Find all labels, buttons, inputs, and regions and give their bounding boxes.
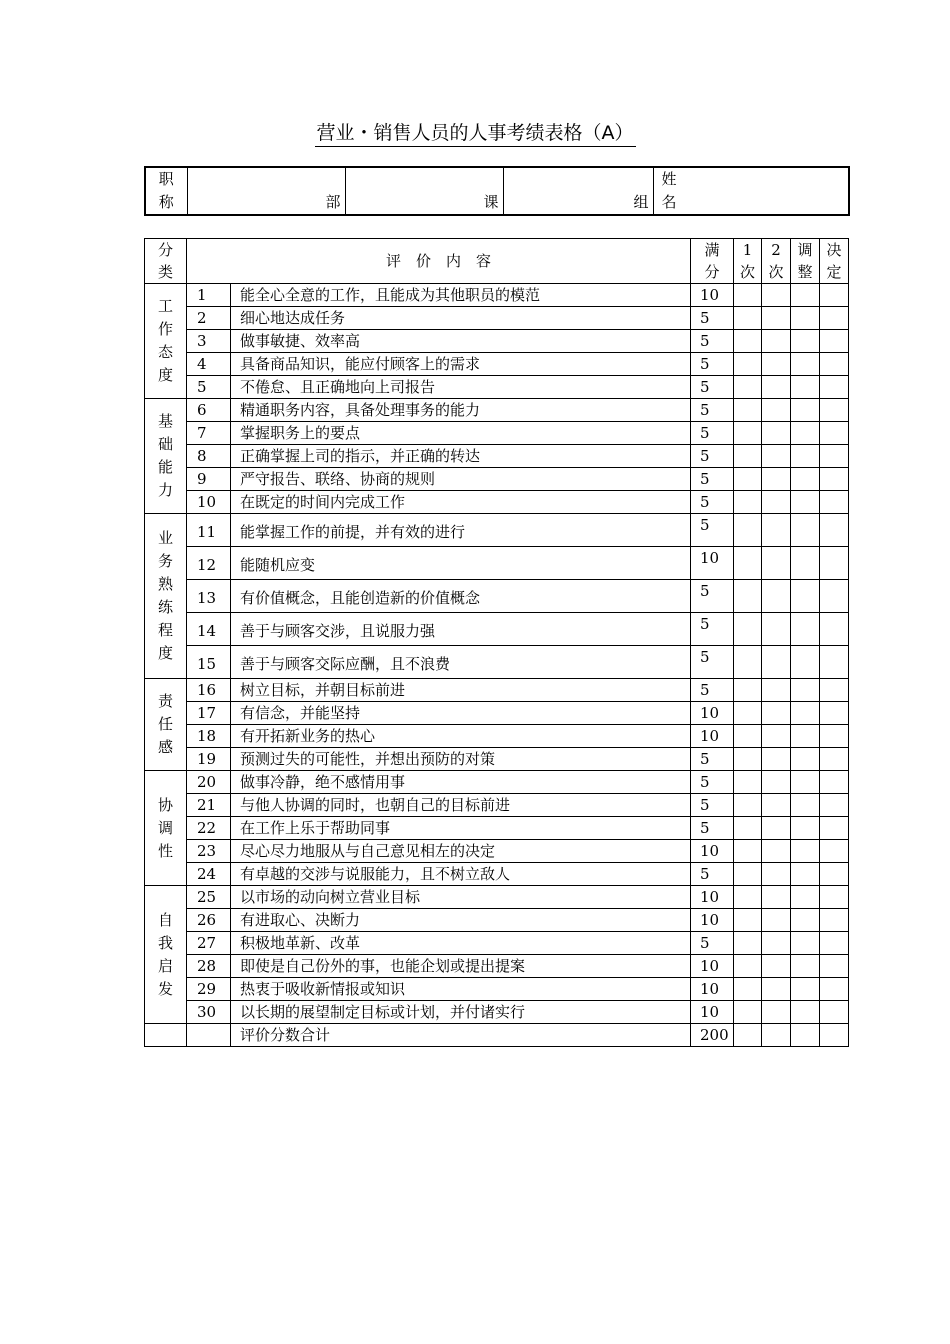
- second-score-cell[interactable]: [762, 909, 791, 932]
- adjust-cell[interactable]: [791, 399, 820, 422]
- first-score-cell[interactable]: [734, 646, 762, 679]
- table-row: [145, 748, 849, 771]
- second-score-cell[interactable]: [762, 725, 791, 748]
- decision-cell[interactable]: [820, 330, 849, 353]
- category-char: 性: [157, 841, 173, 860]
- header-adjust: 调 整: [791, 239, 820, 284]
- adjust-cell[interactable]: [791, 863, 820, 886]
- category-char: 练: [157, 598, 173, 616]
- item-number: 25: [187, 886, 231, 909]
- second-score-cell[interactable]: [762, 491, 791, 514]
- item-number: 29: [187, 978, 231, 1001]
- item-max-score: 5: [691, 932, 734, 955]
- table-row: [145, 932, 849, 955]
- category-char: 度: [157, 644, 173, 662]
- item-number: 20: [187, 771, 231, 794]
- item-number: 22: [187, 817, 231, 840]
- item-max-score: 5: [691, 771, 734, 794]
- decision-cell[interactable]: [820, 491, 849, 514]
- adjust-cell[interactable]: [791, 353, 820, 376]
- second-score-cell[interactable]: [762, 886, 791, 909]
- item-text: 热衷于吸收新情报或知识: [231, 978, 691, 1001]
- table-row: [145, 613, 849, 646]
- item-max-score: 10: [691, 978, 734, 1001]
- header-second-eval: 2 次: [762, 239, 791, 284]
- item-max-score: 10: [691, 909, 734, 932]
- first-score-cell[interactable]: [734, 514, 762, 547]
- decision-cell[interactable]: [820, 886, 849, 909]
- item-number: 21: [187, 794, 231, 817]
- adjust-cell[interactable]: [791, 330, 820, 353]
- category-char: 础: [157, 435, 173, 453]
- adjust-cell[interactable]: [791, 422, 820, 445]
- table-row: [145, 284, 849, 307]
- item-text: 树立目标，并朝目标前进: [231, 679, 691, 702]
- adjust-cell[interactable]: [791, 932, 820, 955]
- table-row: [145, 702, 849, 725]
- name-field[interactable]: 姓 名: [653, 167, 849, 215]
- item-number: 18: [187, 725, 231, 748]
- second-score-cell[interactable]: [762, 307, 791, 330]
- first-score-cell[interactable]: [734, 547, 762, 580]
- second-score-cell[interactable]: [762, 468, 791, 491]
- second-score-cell[interactable]: [762, 445, 791, 468]
- table-row: [145, 399, 849, 422]
- second-score-cell[interactable]: [762, 422, 791, 445]
- category-char: 任: [157, 715, 173, 733]
- decision-cell[interactable]: [820, 613, 849, 646]
- decision-cell[interactable]: [820, 725, 849, 748]
- header-category: 分 类: [145, 239, 187, 284]
- table-row: [145, 886, 849, 909]
- item-number: 10: [187, 491, 231, 514]
- table-header-row: [145, 239, 849, 284]
- item-text: 能掌握工作的前提，并有效的进行: [231, 514, 691, 547]
- item-text: 能全心全意的工作，且能成为其他职员的模范: [231, 284, 691, 307]
- item-number: 11: [187, 514, 231, 547]
- decision-cell[interactable]: [820, 547, 849, 580]
- second-score-cell[interactable]: [762, 679, 791, 702]
- item-max-score: 5: [691, 307, 734, 330]
- table-row: [145, 491, 849, 514]
- second-score-cell[interactable]: [762, 613, 791, 646]
- category-char: 调: [157, 818, 173, 837]
- category-cell: [145, 284, 187, 399]
- category-char: 力: [157, 481, 173, 499]
- category-char: 感: [157, 738, 173, 756]
- first-score-cell[interactable]: [734, 771, 762, 794]
- section-field[interactable]: 课: [345, 167, 503, 215]
- item-max-score: 5: [691, 468, 734, 491]
- adjust-cell[interactable]: [791, 307, 820, 330]
- item-max-score: 10: [691, 284, 734, 307]
- item-number: 9: [187, 468, 231, 491]
- item-max-score: 5: [691, 679, 734, 702]
- item-text: 正确掌握上司的指示，并正确的转达: [231, 445, 691, 468]
- category-char: 业: [157, 529, 173, 547]
- item-number: 27: [187, 932, 231, 955]
- item-number: 13: [187, 580, 231, 613]
- item-number: 16: [187, 679, 231, 702]
- table-row: [145, 547, 849, 580]
- decision-cell[interactable]: [820, 863, 849, 886]
- item-max-score: 5: [691, 863, 734, 886]
- decision-cell[interactable]: [820, 468, 849, 491]
- header-decision: 决 定: [820, 239, 849, 284]
- item-number: 30: [187, 1001, 231, 1024]
- category-char: 工: [157, 297, 173, 315]
- first-score-cell[interactable]: [734, 909, 762, 932]
- second-score-cell[interactable]: [762, 580, 791, 613]
- decision-cell[interactable]: [820, 376, 849, 399]
- adjust-cell[interactable]: [791, 613, 820, 646]
- first-score-cell[interactable]: [734, 794, 762, 817]
- category-char: 启: [157, 956, 173, 975]
- item-text: 掌握职务上的要点: [231, 422, 691, 445]
- first-score-cell[interactable]: [734, 748, 762, 771]
- header-max-score: 满 分: [691, 239, 734, 284]
- category-cell: [145, 771, 187, 886]
- second-score-cell[interactable]: [762, 794, 791, 817]
- decision-cell[interactable]: [820, 514, 849, 547]
- second-score-cell[interactable]: [762, 1001, 791, 1024]
- category-char: 熟: [157, 575, 173, 593]
- decision-cell[interactable]: [820, 445, 849, 468]
- table-row: [145, 307, 849, 330]
- total-decision-cell[interactable]: [820, 1024, 849, 1047]
- second-score-cell[interactable]: [762, 284, 791, 307]
- evaluation-table: [144, 238, 849, 1047]
- item-text: 善于与顾客交涉，且说服力强: [231, 613, 691, 646]
- first-score-cell[interactable]: [734, 1001, 762, 1024]
- first-score-cell[interactable]: [734, 886, 762, 909]
- item-text: 善于与顾客交际应酬，且不浪费: [231, 646, 691, 679]
- item-number: 15: [187, 646, 231, 679]
- adjust-cell[interactable]: [791, 771, 820, 794]
- category-char: 基: [157, 412, 173, 430]
- category-char: 责: [157, 692, 173, 710]
- first-score-cell[interactable]: [734, 863, 762, 886]
- adjust-cell[interactable]: [791, 445, 820, 468]
- adjust-cell[interactable]: [791, 514, 820, 547]
- adjust-cell[interactable]: [791, 886, 820, 909]
- category-char: 能: [157, 458, 173, 476]
- item-max-score: 5: [691, 399, 734, 422]
- table-row: [145, 794, 849, 817]
- category-char: 作: [157, 320, 173, 338]
- first-score-cell[interactable]: [734, 840, 762, 863]
- first-score-cell[interactable]: [734, 330, 762, 353]
- table-row: [145, 817, 849, 840]
- decision-cell[interactable]: [820, 580, 849, 613]
- first-score-cell[interactable]: [734, 613, 762, 646]
- table-row: [145, 978, 849, 1001]
- second-score-cell[interactable]: [762, 932, 791, 955]
- item-max-score: 5: [691, 817, 734, 840]
- first-score-cell[interactable]: [734, 932, 762, 955]
- category-char: 协: [157, 795, 173, 814]
- item-number: 8: [187, 445, 231, 468]
- item-text: 不倦怠、且正确地向上司报告: [231, 376, 691, 399]
- decision-cell[interactable]: [820, 1001, 849, 1024]
- second-score-cell[interactable]: [762, 863, 791, 886]
- first-score-cell[interactable]: [734, 376, 762, 399]
- item-max-score: 10: [691, 725, 734, 748]
- second-score-cell[interactable]: [762, 771, 791, 794]
- first-score-cell[interactable]: [734, 978, 762, 1001]
- table-row: [145, 422, 849, 445]
- adjust-cell[interactable]: [791, 725, 820, 748]
- total-second-cell[interactable]: [762, 1024, 791, 1047]
- category-cell: [145, 514, 187, 679]
- header-content: 评 价 内 容: [187, 239, 691, 284]
- second-score-cell[interactable]: [762, 376, 791, 399]
- decision-cell[interactable]: [820, 702, 849, 725]
- item-number: 1: [187, 284, 231, 307]
- item-text: 尽心尽力地服从与自己意见相左的决定: [231, 840, 691, 863]
- item-max-score: 10: [691, 840, 734, 863]
- first-score-cell[interactable]: [734, 353, 762, 376]
- item-text: 细心地达成任务: [231, 307, 691, 330]
- table-row: [145, 955, 849, 978]
- item-number: 5: [187, 376, 231, 399]
- category-char: 程: [157, 621, 173, 639]
- item-max-score: 10: [691, 955, 734, 978]
- first-score-cell[interactable]: [734, 817, 762, 840]
- decision-cell[interactable]: [820, 840, 849, 863]
- item-max-score: 10: [691, 1001, 734, 1024]
- group-field[interactable]: 组: [503, 167, 653, 215]
- total-max-score: 200: [691, 1024, 734, 1047]
- item-text: 以长期的展望制定目标或计划，并付诸实行: [231, 1001, 691, 1024]
- item-max-score: 5: [691, 748, 734, 771]
- item-number: 3: [187, 330, 231, 353]
- item-text: 以市场的动向树立营业目标: [231, 886, 691, 909]
- item-number: 23: [187, 840, 231, 863]
- adjust-cell[interactable]: [791, 580, 820, 613]
- item-max-score: 5: [691, 445, 734, 468]
- decision-cell[interactable]: [820, 794, 849, 817]
- adjust-cell[interactable]: [791, 794, 820, 817]
- item-max-score: 5: [691, 613, 734, 646]
- employee-info-table: [144, 166, 850, 216]
- item-number: 7: [187, 422, 231, 445]
- item-number: 17: [187, 702, 231, 725]
- decision-cell[interactable]: [820, 978, 849, 1001]
- category-char: 务: [157, 552, 173, 570]
- first-score-cell[interactable]: [734, 679, 762, 702]
- item-max-score: 10: [691, 886, 734, 909]
- adjust-cell[interactable]: [791, 1001, 820, 1024]
- adjust-cell[interactable]: [791, 547, 820, 580]
- adjust-cell[interactable]: [791, 376, 820, 399]
- item-number: 28: [187, 955, 231, 978]
- item-text: 有信念，并能坚持: [231, 702, 691, 725]
- decision-cell[interactable]: [820, 284, 849, 307]
- header-first-eval: 1 次: [734, 239, 762, 284]
- item-max-score: 5: [691, 330, 734, 353]
- adjust-cell[interactable]: [791, 646, 820, 679]
- decision-cell[interactable]: [820, 353, 849, 376]
- second-score-cell[interactable]: [762, 514, 791, 547]
- item-number: 24: [187, 863, 231, 886]
- table-row: [145, 514, 849, 547]
- table-row: [145, 679, 849, 702]
- category-cell: [145, 886, 187, 1024]
- table-row: [145, 1001, 849, 1024]
- adjust-cell[interactable]: [791, 702, 820, 725]
- category-cell: [145, 679, 187, 771]
- table-row: [145, 353, 849, 376]
- second-score-cell[interactable]: [762, 399, 791, 422]
- table-row: [145, 771, 849, 794]
- category-char: 度: [157, 366, 173, 384]
- item-text: 在既定的时间内完成工作: [231, 491, 691, 514]
- item-max-score: 5: [691, 794, 734, 817]
- item-text: 积极地革新、改革: [231, 932, 691, 955]
- item-max-score: 5: [691, 580, 734, 613]
- second-score-cell[interactable]: [762, 330, 791, 353]
- total-empty-category: [145, 1024, 187, 1047]
- category-char: 自: [157, 910, 173, 929]
- item-text: 具备商品知识，能应付顾客上的需求: [231, 353, 691, 376]
- table-row: [145, 445, 849, 468]
- adjust-cell[interactable]: [791, 955, 820, 978]
- item-text: 能随机应变: [231, 547, 691, 580]
- first-score-cell[interactable]: [734, 468, 762, 491]
- table-row: [145, 330, 849, 353]
- adjust-cell[interactable]: [791, 840, 820, 863]
- item-text: 精通职务内容，具备处理事务的能力: [231, 399, 691, 422]
- table-row: [145, 863, 849, 886]
- item-text: 预测过失的可能性，并想出预防的对策: [231, 748, 691, 771]
- decision-cell[interactable]: [820, 399, 849, 422]
- total-row: [145, 1024, 849, 1047]
- decision-cell[interactable]: [820, 646, 849, 679]
- item-text: 有价值概念，且能创造新的价值概念: [231, 580, 691, 613]
- second-score-cell[interactable]: [762, 353, 791, 376]
- adjust-cell[interactable]: [791, 748, 820, 771]
- decision-cell[interactable]: [820, 932, 849, 955]
- item-text: 有开拓新业务的热心: [231, 725, 691, 748]
- item-max-score: 10: [691, 547, 734, 580]
- adjust-cell[interactable]: [791, 679, 820, 702]
- decision-cell[interactable]: [820, 955, 849, 978]
- page-title: 营业・销售人员的人事考绩表格（A）: [0, 118, 950, 145]
- table-row: [145, 646, 849, 679]
- second-score-cell[interactable]: [762, 840, 791, 863]
- decision-cell[interactable]: [820, 307, 849, 330]
- category-char: 我: [157, 933, 173, 952]
- first-score-cell[interactable]: [734, 284, 762, 307]
- item-max-score: 5: [691, 491, 734, 514]
- adjust-cell[interactable]: [791, 491, 820, 514]
- total-adjust-cell[interactable]: [791, 1024, 820, 1047]
- item-max-score: 5: [691, 376, 734, 399]
- category-char: 态: [157, 343, 173, 361]
- second-score-cell[interactable]: [762, 978, 791, 1001]
- first-score-cell[interactable]: [734, 422, 762, 445]
- total-empty-number: [187, 1024, 231, 1047]
- adjust-cell[interactable]: [791, 909, 820, 932]
- item-number: 4: [187, 353, 231, 376]
- total-first-cell[interactable]: [734, 1024, 762, 1047]
- decision-cell[interactable]: [820, 748, 849, 771]
- second-score-cell[interactable]: [762, 702, 791, 725]
- adjust-cell[interactable]: [791, 284, 820, 307]
- first-score-cell[interactable]: [734, 491, 762, 514]
- second-score-cell[interactable]: [762, 748, 791, 771]
- first-score-cell[interactable]: [734, 399, 762, 422]
- dept-field[interactable]: 部: [187, 167, 345, 215]
- item-text: 有进取心、决断力: [231, 909, 691, 932]
- second-score-cell[interactable]: [762, 955, 791, 978]
- category-cell: [145, 399, 187, 514]
- adjust-cell[interactable]: [791, 817, 820, 840]
- first-score-cell[interactable]: [734, 445, 762, 468]
- table-row: [145, 580, 849, 613]
- table-row: [145, 468, 849, 491]
- item-number: 14: [187, 613, 231, 646]
- item-max-score: 5: [691, 422, 734, 445]
- item-text: 做事敏捷、效率高: [231, 330, 691, 353]
- item-number: 26: [187, 909, 231, 932]
- decision-cell[interactable]: [820, 679, 849, 702]
- adjust-cell[interactable]: [791, 978, 820, 1001]
- item-text: 即使是自己份外的事，也能企划或提出提案: [231, 955, 691, 978]
- first-score-cell[interactable]: [734, 580, 762, 613]
- item-text: 与他人协调的同时，也朝自己的目标前进: [231, 794, 691, 817]
- second-score-cell[interactable]: [762, 646, 791, 679]
- decision-cell[interactable]: [820, 817, 849, 840]
- table-row: [145, 909, 849, 932]
- table-row: [145, 376, 849, 399]
- decision-cell[interactable]: [820, 771, 849, 794]
- first-score-cell[interactable]: [734, 307, 762, 330]
- item-number: 19: [187, 748, 231, 771]
- item-text: 做事冷静，绝不感情用事: [231, 771, 691, 794]
- item-max-score: 10: [691, 702, 734, 725]
- item-text: 严守报告、联络、协商的规则: [231, 468, 691, 491]
- total-label: 评价分数合计: [231, 1024, 691, 1047]
- table-row: [145, 725, 849, 748]
- item-number: 6: [187, 399, 231, 422]
- decision-cell[interactable]: [820, 422, 849, 445]
- table-row: [145, 840, 849, 863]
- position-label: 职 称: [145, 167, 187, 215]
- item-text: 在工作上乐于帮助同事: [231, 817, 691, 840]
- first-score-cell[interactable]: [734, 702, 762, 725]
- decision-cell[interactable]: [820, 909, 849, 932]
- first-score-cell[interactable]: [734, 955, 762, 978]
- item-number: 2: [187, 307, 231, 330]
- first-score-cell[interactable]: [734, 725, 762, 748]
- adjust-cell[interactable]: [791, 468, 820, 491]
- item-max-score: 5: [691, 353, 734, 376]
- item-text: 有卓越的交涉与说服能力，且不树立敌人: [231, 863, 691, 886]
- item-max-score: 5: [691, 514, 734, 547]
- item-max-score: 5: [691, 646, 734, 679]
- second-score-cell[interactable]: [762, 547, 791, 580]
- category-char: 发: [157, 979, 173, 998]
- second-score-cell[interactable]: [762, 817, 791, 840]
- item-number: 12: [187, 547, 231, 580]
